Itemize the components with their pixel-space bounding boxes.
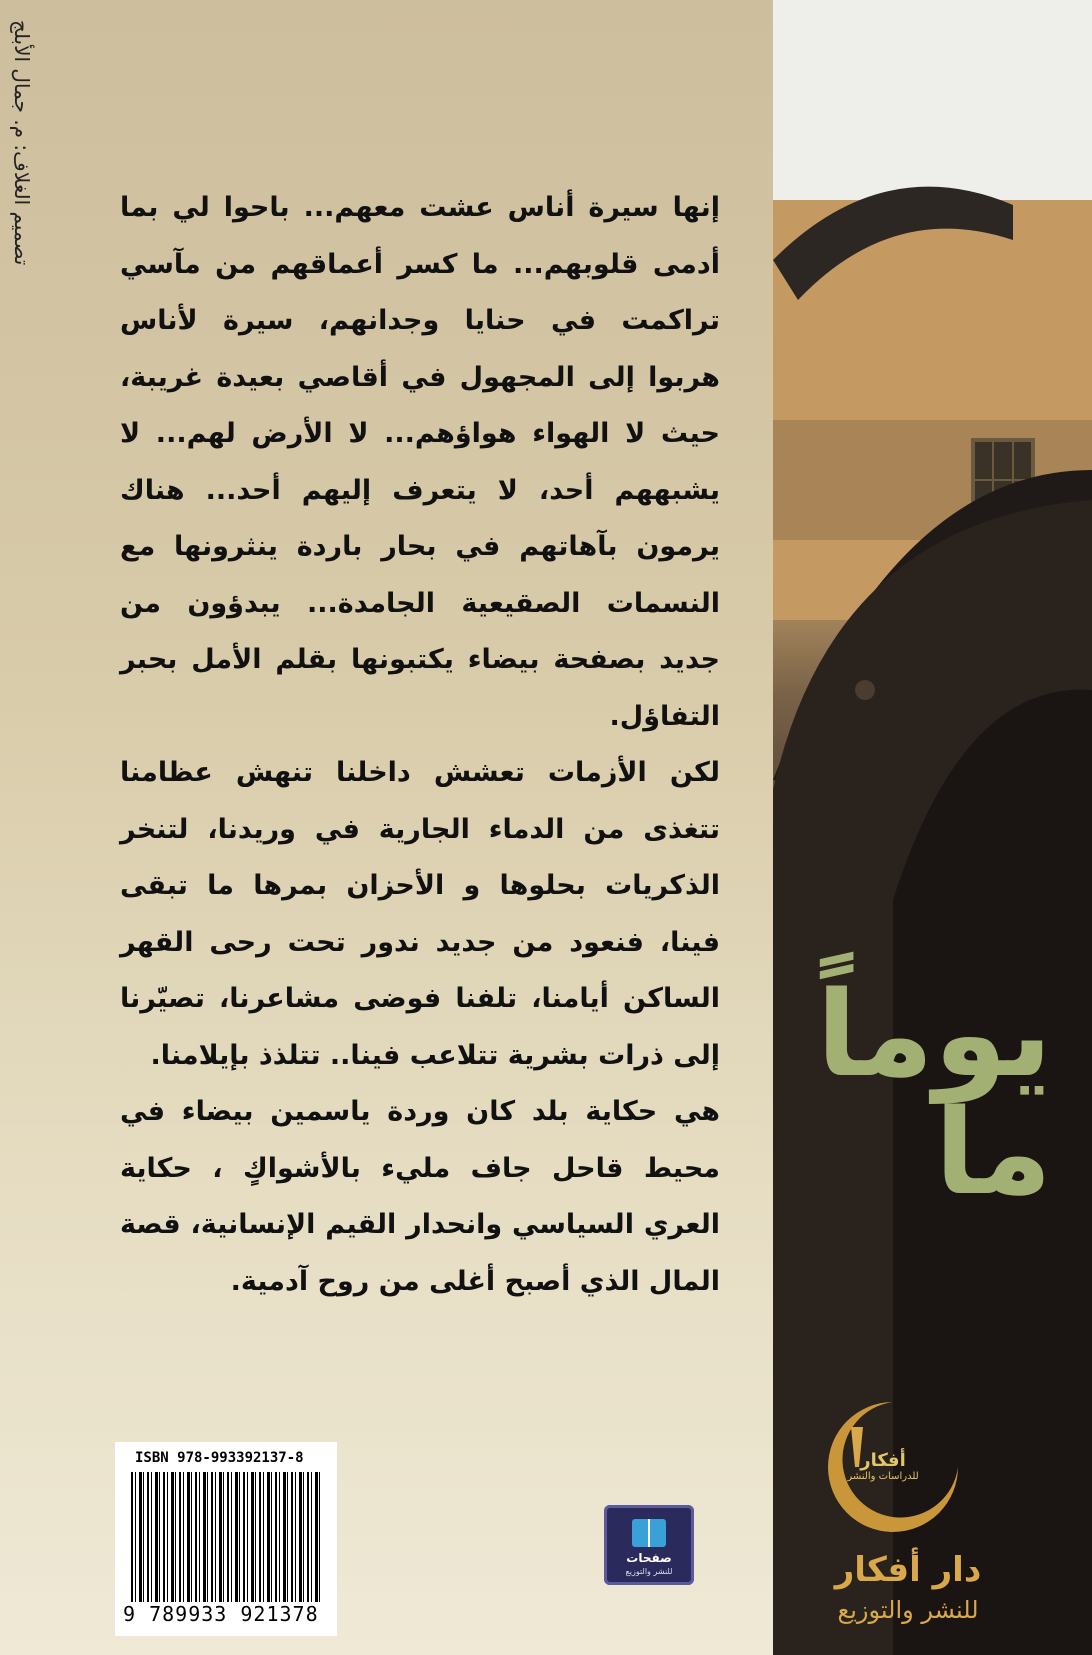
blurb-paragraph-3: هي حكاية بلد كان وردة ياسمين بيضاء في محيط قاحل جاف مليء بالأشواكٍ ، حكاية العري السياسي وانحدار القيم الإنسانية، قصة المال الذي أصبح أغلى من روح آدمية. [120, 1096, 720, 1297]
barcode-number: 9 789933 921378 [123, 1602, 319, 1626]
cover-design-credit-text: تصميم الغلاف: م. جمال الأبلج [10, 20, 34, 266]
afkar-logo-sub: للدراسات والنشر [847, 1471, 919, 1482]
publisher-subtitle: للنشر والتوزيع [837, 1596, 979, 1624]
book-icon [632, 1519, 666, 1547]
book-title [816, 965, 1052, 1221]
blurb-text [120, 180, 720, 1310]
isbn-label: ISBN 978-993392137-8 [135, 1450, 304, 1466]
afkar-logo-name: أفكار [860, 1450, 906, 1471]
afkar-logo-text [833, 1450, 933, 1482]
safahat-name: صفحات [626, 1551, 672, 1565]
isbn-barcode [115, 1442, 337, 1636]
blurb-paragraph-1: إنها سيرة أناس عشت معهم... باحوا لي بما أدمى قلوبهم... ما كسر أعماقهم من مآسي تراكمت في حنايا وجدانهم، سيرة لأناس هربوا إلى المجهول في أقاصي بعيدة غريبة، حيث لا الهواء هواؤهم... لا الأرض لهم... لا يشبههم أحد، لا يتعرف إليهم أحد... هناك يرمون بآهاتهم في بحار باردة ينثرونها مع النسمات الصقيعية الجامدة... يبدؤون من جديد بصفحة بيضاء يكتبونها بقلم الأمل بحبر التفاؤل. [120, 192, 720, 732]
cover-design-credit [4, 20, 44, 1570]
barcode-bars [131, 1472, 321, 1602]
safahat-sub: للنشر والتوزيع [625, 1567, 673, 1576]
title-line-1: يوماً [816, 965, 1052, 1103]
blurb-paragraph-2: لكن الأزمات تعشش داخلنا تنهش عظامنا تتغذى من الدماء الجارية في وريدنا، لتنخر الذكريات بحلوها و الأحزان بمرها ما تبقى فينا، فنعود من جديد ندور تحت رحى القهر الساكن أيامنا، تلفنا فوضى مشاعرنا، تصيّرنا إلى ذرات بشرية تتلاعب فينا.. تتلذذ بإيلامنا. [120, 757, 720, 1071]
title-line-2: ما [934, 1083, 1052, 1221]
publisher-name: دار أفكار [834, 1550, 982, 1590]
cover-photo-panel [773, 0, 1092, 1655]
safahat-publisher-logo [604, 1505, 694, 1585]
